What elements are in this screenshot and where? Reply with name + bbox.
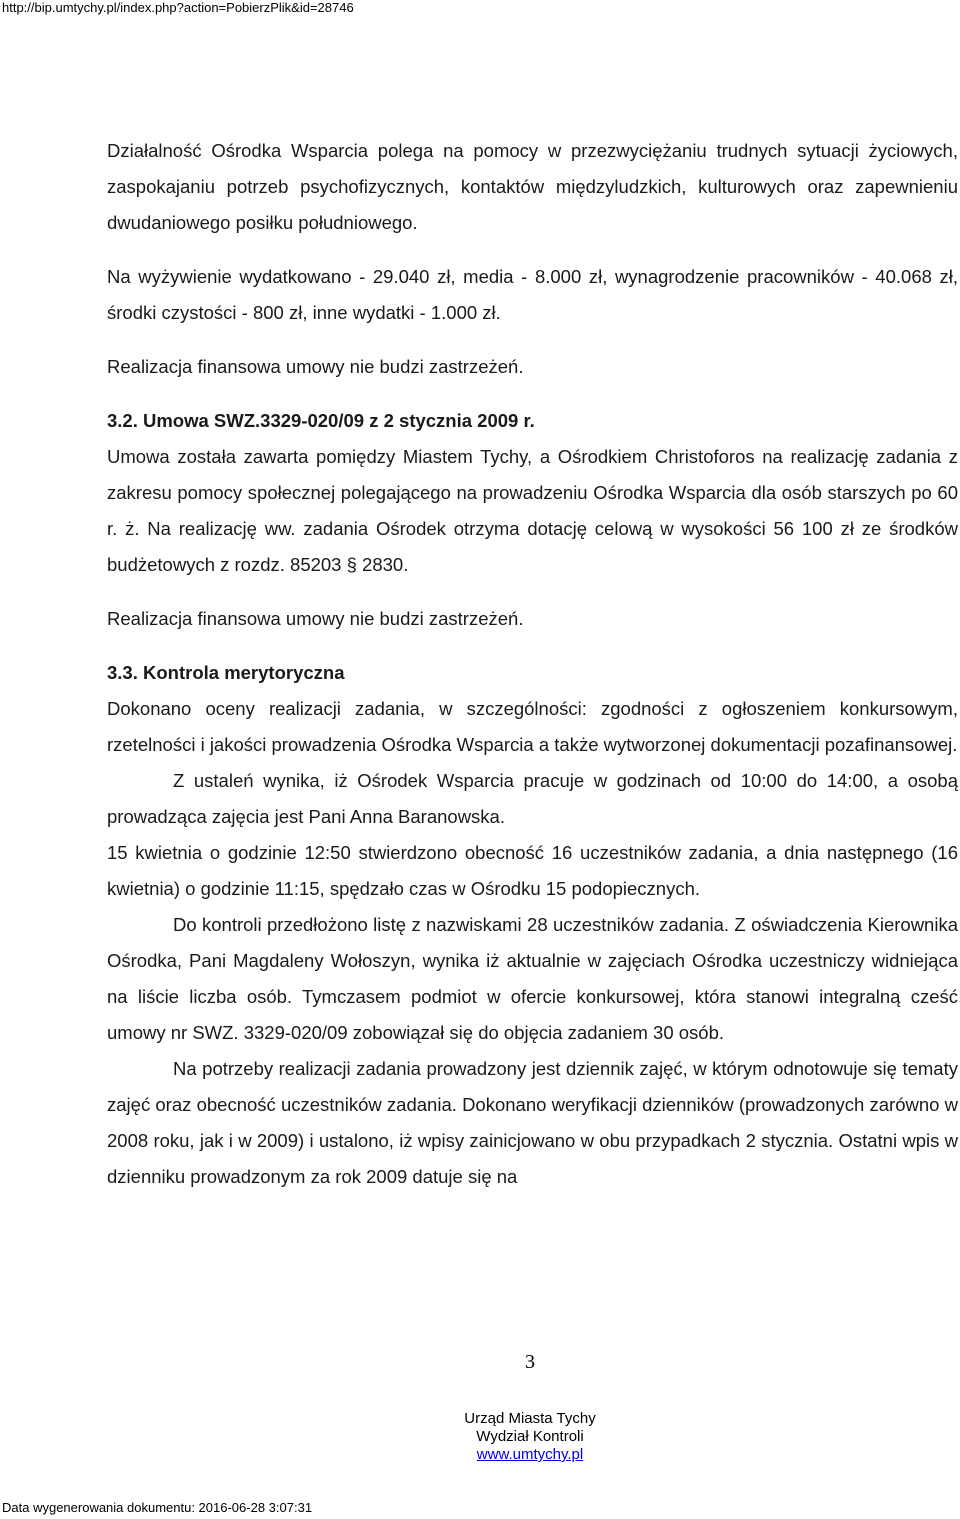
heading-3-3: 3.3. Kontrola merytoryczna [107,662,345,683]
paragraph-hours: Z ustaleń wynika, iż Ośrodek Wsparcia pracuje w godzinach od 10:00 do 14:00, a osobą prowadząca zajęcia jest Pani Anna Baranowska. [107,770,958,827]
paragraph-activity: Działalność Ośrodka Wsparcia polega na pomocy w przezwyciężaniu trudnych sytuacji życiowych, zaspokajaniu potrzeb psychofizycznych, kontaktów międzyludzkich, kulturowych oraz zapewnieniu dwudaniowego posiłku południowego. [107,140,958,233]
footer-office: Urząd Miasta Tychy [464,1410,596,1427]
paragraph-financial-ok-2: Realizacja finansowa umowy nie budzi zastrzeżeń. [107,608,524,629]
paragraph-assessment: Dokonano oceny realizacji zadania, w szczególności: zgodności z ogłoszeniem konkursowym, rzetelności i jakości prowadzenia Ośrodka Wsparcia a także wytworzonej dokumentacji pozafinansowej. [107,698,958,755]
paragraph-expenses: Na wyżywienie wydatkowano - 29.040 zł, media - 8.000 zł, wynagrodzenie pracowników - 40.068 zł, środki czystości - 800 zł, inne wydatki - 1.000 zł. [107,266,958,323]
paragraph-journal: Na potrzeby realizacji zadania prowadzony jest dziennik zajęć, w którym odnotowuje się tematy zajęć oraz obecność uczestników zadania. Dokonano weryfikacji dzienników (prowadzonych zarówno w 2008 roku, jak i w 2009) i ustalono, iż wpisy zainicjowano w obu przypadkach 2 stycznia. Ostatni wpis w dzienniku prowadzonym za rok 2009 datuje się na [107,1058,958,1187]
paragraph-attendance: 15 kwietnia o godzinie 12:50 stwierdzono obecność 16 uczestników zadania, a dnia następnego (16 kwietnia) o godzinie 11:15, spędzało czas w Ośrodku 15 podopiecznych. [107,842,958,899]
heading-3-2: 3.2. Umowa SWZ.3329-020/09 z 2 stycznia 2009 r. [107,410,535,431]
page-number: 3 [525,1351,535,1373]
footer-website-link[interactable]: www.umtychy.pl [476,1446,584,1463]
paragraph-participants: Do kontroli przedłożono listę z nazwiskami 28 uczestników zadania. Z oświadczenia Kierownika Ośrodka, Pani Magdaleny Wołoszyn, wynika iż aktualnie w zajęciach Ośrodka uczestniczy widniejąca na liście liczba osób. Tymczasem podmiot w ofercie konkursowej, która stanowi integralną cześć umowy nr SWZ. 3329-020/09 zobowiązał się do objęcia zadaniem 30 osób. [107,914,958,1043]
source-url: http://bip.umtychy.pl/index.php?action=PobierzPlik&id=28746 [2,0,354,15]
footer-department: Wydział Kontroli [476,1428,584,1445]
document-body [107,133,958,1195]
paragraph-financial-ok-1: Realizacja finansowa umowy nie budzi zastrzeżeń. [107,356,524,377]
page-footer [0,1410,960,1464]
paragraph-agreement: Umowa została zawarta pomiędzy Miastem Tychy, a Ośrodkiem Christoforos na realizację zadania z zakresu pomocy społecznej polegającego na prowadzeniu Ośrodka Wsparcia dla osób starszych po 60 r. ż. Na realizację ww. zadania Ośrodek otrzyma dotację celową w wysokości 56 100 zł ze środków budżetowych z rozdz. 85203 § 2830. [107,446,958,575]
generation-date: Data wygenerowania dokumentu: 2016-06-28 3:07:31 [2,1500,313,1515]
